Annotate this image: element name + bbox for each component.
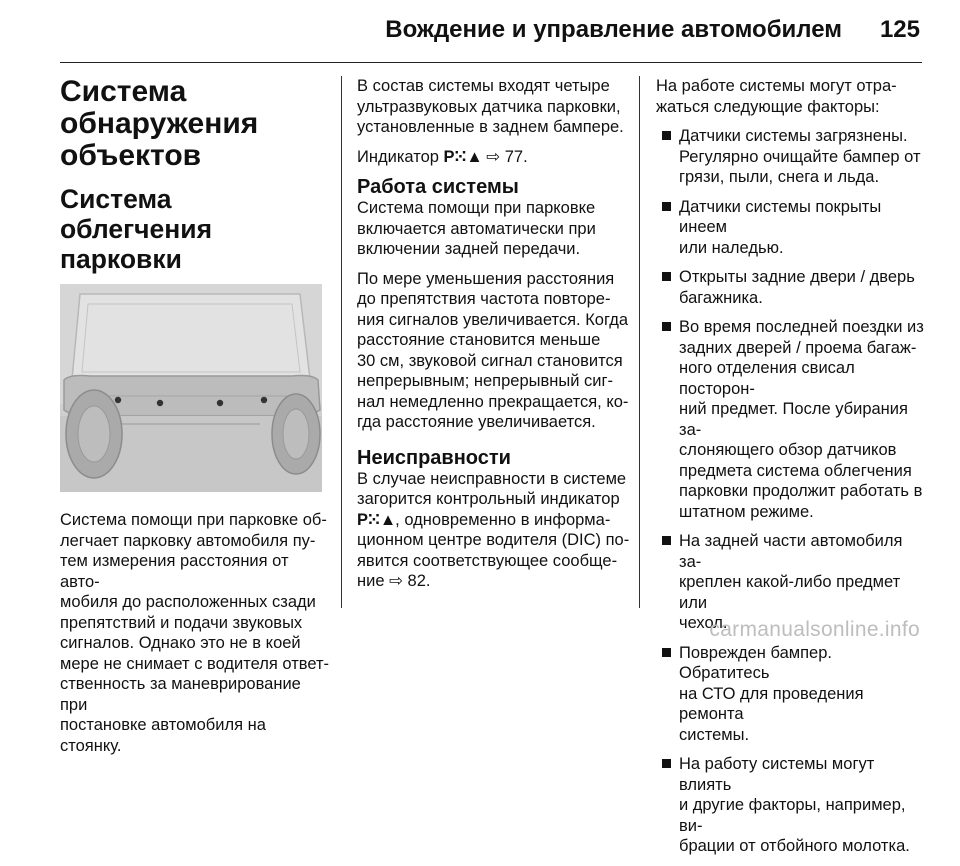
parking-assist-pictogram-icon: P⁙▲ — [443, 147, 482, 166]
page-number: 125 — [879, 16, 920, 43]
column-2 — [357, 76, 632, 601]
bullet-square-icon — [662, 648, 671, 657]
list-item: На задней части автомобиля за- креплен какой-либо предмет или чехол. — [656, 531, 926, 634]
list-item: Во время последней поездки из задних дверей / проема багаж- ного отделения свисал посторон- ний предмет. После убирания за- слоняющего обзор датчиков предмета система облегчения парковки продолжит работать в штатном режиме. — [656, 317, 926, 522]
header-divider — [60, 62, 922, 63]
column-3 — [656, 76, 926, 866]
parking-assist-pictogram-icon: P⁙▲ — [357, 510, 396, 529]
page-reference-arrow-icon: ⇨ — [486, 147, 501, 166]
list-item: На работу системы могут влиять и другие факторы, например, ви- брации от отбойного молотка. — [656, 754, 926, 857]
rear-bumper-photo — [60, 284, 322, 492]
bullet-square-icon — [662, 272, 671, 281]
column-divider-1 — [341, 76, 342, 608]
watermark: carmanualsonline.info — [709, 618, 920, 641]
heading-system-operation: Работа системы — [357, 176, 519, 198]
parking-assist-description: Система помощи при парковке об- легчает парковку автомобиля пу- тем измерения расстояния от авто- мобиля до расположенных сзади препятствий и подачи звуковых сигналов. Однако это не в коей мере не снимает с водителя ответ- ственность за маневрирование при постановке автомобиля на стоянку. — [60, 511, 330, 755]
column-divider-2 — [639, 76, 640, 608]
list-item: Датчики системы покрыты инеем или наледью. — [656, 197, 926, 259]
list-item: Датчики системы загрязнены. Регулярно очищайте бампер от грязи, пыли, снега и льда. — [656, 126, 926, 188]
system-operation-paragraph-2: По мере уменьшения расстояния до препятствия частота повторе- ния сигналов увеличивается. Когда расстояние становится меньше 30 см, звуковой сигнал становится непрерывным; непрерывный сиг- нал немедленно прекращается, ко- гда расстояние увеличивается. — [357, 269, 629, 431]
bullet-square-icon — [662, 131, 671, 140]
column-1 — [60, 76, 330, 756]
system-operation-paragraph-1: Система помощи при парковке включается автоматически при включении задней передачи. — [357, 199, 596, 258]
indicator-reference: Индикатор P⁙▲ ⇨ 77. — [357, 147, 528, 166]
heading-malfunctions: Неисправности — [357, 446, 511, 469]
bullet-square-icon — [662, 536, 671, 545]
influencing-factors-intro: На работе системы могут отра- жаться следующие факторы: — [656, 77, 897, 116]
bullet-square-icon — [662, 322, 671, 331]
page-header-title: Вождение и управление автомобилем — [385, 16, 842, 43]
section-heading-object-detection: Система обнаружения объектов — [60, 75, 259, 172]
page-reference-arrow-icon: ⇨ — [389, 572, 403, 590]
subsection-heading-parking-assist: Система облегчения парковки — [60, 184, 213, 274]
system-components-paragraph: В состав системы входят четыре ультразвуковых датчика парковки, установленные в заднем бампере. — [357, 77, 624, 136]
page-reference-link[interactable]: 82. — [407, 572, 431, 590]
page-reference-link[interactable]: 77. — [504, 147, 528, 166]
bullet-square-icon — [662, 759, 671, 768]
bullet-square-icon — [662, 202, 671, 211]
malfunctions-paragraph: В случае неисправности в системе загорится контрольный индикатор P⁙▲, одновременно в информа- ционном центре водителя (DIC) по- явится соответствующее сообще- ние ⇨ 82. — [357, 469, 630, 590]
influencing-factors-list — [656, 126, 926, 857]
list-item: Открыты задние двери / дверь багажника. — [656, 267, 926, 308]
list-item: Поврежден бампер. Обратитесь на СТО для проведения ремонта системы. — [656, 643, 926, 746]
